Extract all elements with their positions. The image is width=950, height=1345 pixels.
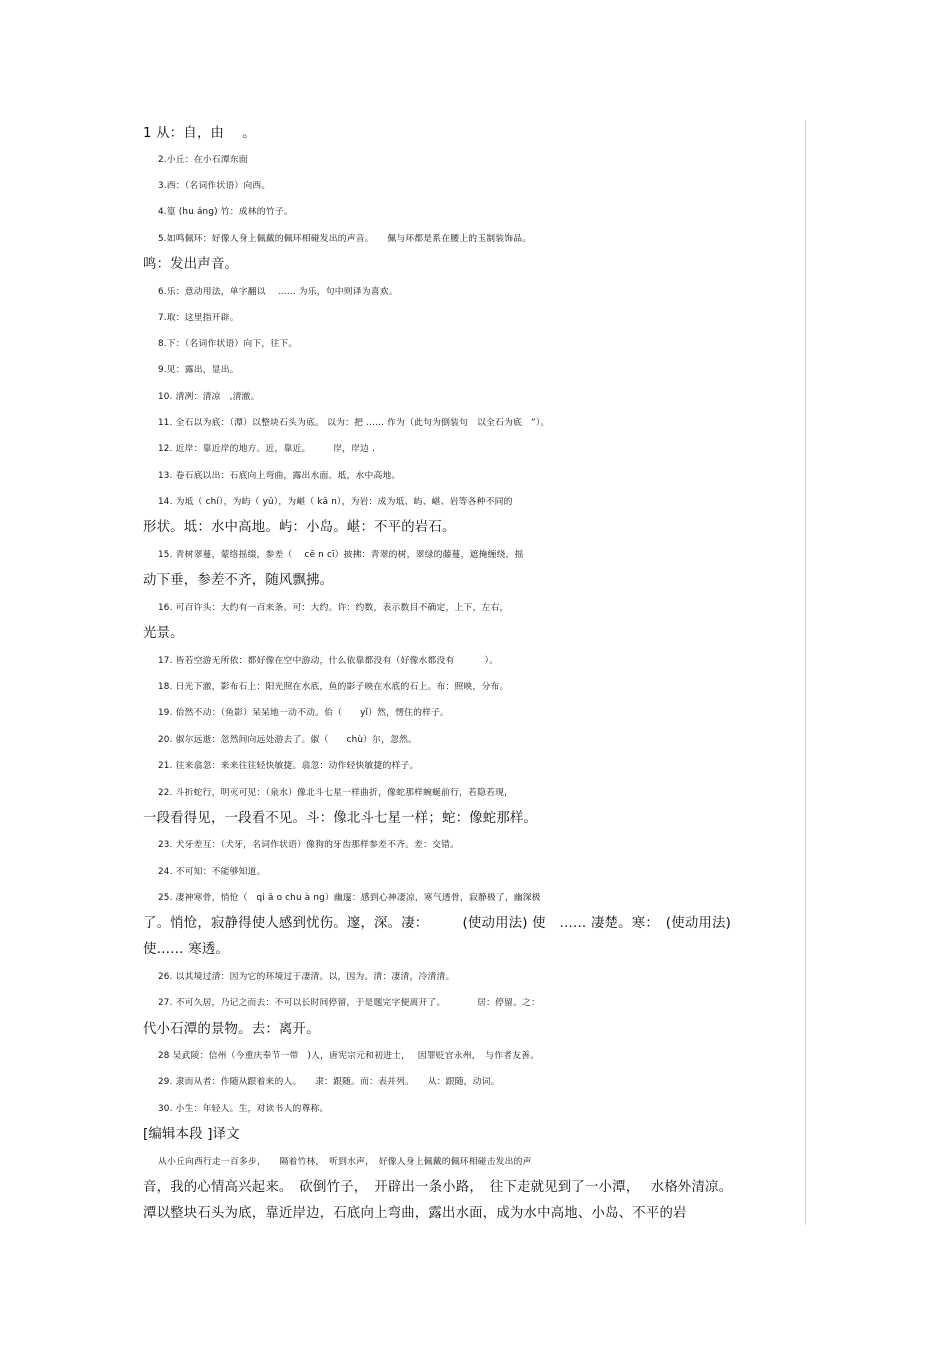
note-line: 光景。: [143, 626, 184, 641]
note-line: 22. 斗折蛇行，明灭可见：（泉水）像北斗七星一样曲折，像蛇那样蜿蜒前行，若隐若现，: [158, 788, 514, 798]
note-line: 8.下：（名词作状语）向下，往下。: [158, 339, 298, 349]
note-line: 形状。坻：水中高地。屿：小岛。嵁：不平的岩石。: [143, 520, 456, 535]
note-line: 26. 以其境过清：因为它的环境过于凄清。以，因为。清：凄清，冷清清。: [158, 972, 455, 982]
translation-line: 潭以整块石头为底，靠近岸边，石底向上弯曲，露出水面，成为水中高地、小岛、不平的岩: [143, 1206, 687, 1221]
note-line: 19. 佁然不动：（鱼影）呆呆地一动不动。佁（ yǐ）然，愣住的样子。: [158, 708, 450, 718]
note-line: 1 从：自，由 。: [143, 126, 256, 141]
note-line: 27. 不可久居，乃记之而去：不可以长时间停留，于是题完字便离开了。 居：停留。之：: [158, 998, 541, 1008]
note-line: 28 吴武陵：信州（今重庆奉节一带 )人，唐宪宗元和初进士， 因罪贬官永州， 与作者友善。: [158, 1051, 540, 1061]
note-line: 30. 小生：年轻人。生，对读书人的尊称。: [158, 1104, 329, 1114]
note-line: 代小石潭的景物。去：离开。: [143, 1022, 320, 1037]
note-line: 14. 为坻（ chí），为屿（ yǔ），为嵁（ kā n），为岩：成为坻、屿、嵁、岩等各种不同的: [158, 497, 513, 507]
note-line: 4.篁 (hu áng) 竹：成林的竹子。: [158, 207, 293, 217]
note-line: 使…… 寒透。: [143, 942, 229, 957]
note-line: 一段看得见，一段看不见。斗：像北斗七星一样；蛇：像蛇那样。: [143, 811, 538, 826]
note-line: 21. 往来翕忽：来来往往轻快敏捷。翕忽：动作轻快敏捷的样子。: [158, 761, 419, 771]
note-line: 2.小丘：在小石潭东面: [158, 155, 248, 165]
translation-line: 从小丘向西行走一百多步， 隔着竹林， 听到水声， 好像人身上佩戴的佩环相碰击发出的声: [158, 1157, 532, 1167]
note-line: 9.见：露出，显出。: [158, 365, 239, 375]
note-line: 5.如鸣佩环：好像人身上佩戴的佩环相碰发出的声音。 佩与环都是系在腰上的玉制装饰品。: [158, 234, 532, 244]
note-line: 鸣：发出声音。: [143, 257, 239, 272]
note-line: 29. 隶而从者：作随从跟着来的人。 隶：跟随。而：表并列。 从：跟随，动词。: [158, 1077, 500, 1087]
note-line: 16. 可百许头：大约有一百来条。可：大约。许：约数，表示数目不确定，上下，左右，: [158, 603, 509, 613]
translation-line: 音，我的心情高兴起来。 砍倒竹子， 开辟出一条小路， 往下走就见到了一小潭， 水格外清凉。: [143, 1180, 733, 1195]
section-heading: [编辑本段 ]译文: [143, 1127, 240, 1142]
note-line: 7.取：这里指开辟。: [158, 313, 239, 323]
note-line: 18. 日光下澈，影布石上：阳光照在水底，鱼的影子映在水底的石上。布：照映，分布。: [158, 682, 509, 692]
note-line: 17. 皆若空游无所依：都好像在空中游动，什么依靠都没有（好像水都没有 ）。: [158, 656, 499, 666]
note-line: 动下垂，参差不齐，随风飘拂。: [143, 573, 334, 588]
note-line: 20. 俶尔远逝：忽然间向远处游去了。俶（ chù）尔，忽然。: [158, 735, 418, 745]
note-line: 13. 卷石底以出：石底向上弯曲，露出水面。坻，水中高地。: [158, 471, 401, 481]
note-line: 6.乐：意动用法，单字翻以 …… 为乐，句中则译为喜欢。: [158, 287, 398, 297]
note-line: 3.西：（名词作状语）向西。: [158, 181, 271, 191]
note-line: 24. 不可知：不能够知道。: [158, 867, 266, 877]
note-line: 25. 凄神寒骨，悄怆（ qi ǎ o chu à ng）幽邃：感到心神凄凉，寒气透骨，寂静极了，幽深极: [158, 893, 541, 903]
note-line: 12. 近岸：靠近岸的地方。近，靠近。 岸，岸边 .: [158, 444, 376, 454]
note-line: 15. 青树翠蔓，蒙络摇缀，参差（ cē n cī）披拂：青翠的树，翠绿的藤蔓，遮掩缠绕，摇: [158, 550, 524, 560]
note-line: 了。悄怆，寂静得使人感到忧伤。邃，深。凄： (使动用法) 使 …… 凄楚。寒： (使动用法): [143, 916, 732, 931]
note-line: 23. 犬牙差互：（犬牙，名词作状语）像狗的牙齿那样参差不齐。差：交错。: [158, 840, 460, 850]
note-line: 11. 全石以为底：（潭）以整块石头为底。 以为：把 …… 作为（此句为倒装句 以全石为底 ”）。: [158, 418, 550, 428]
note-line: 10. 清冽：清凉 ,清澈。: [158, 392, 260, 402]
